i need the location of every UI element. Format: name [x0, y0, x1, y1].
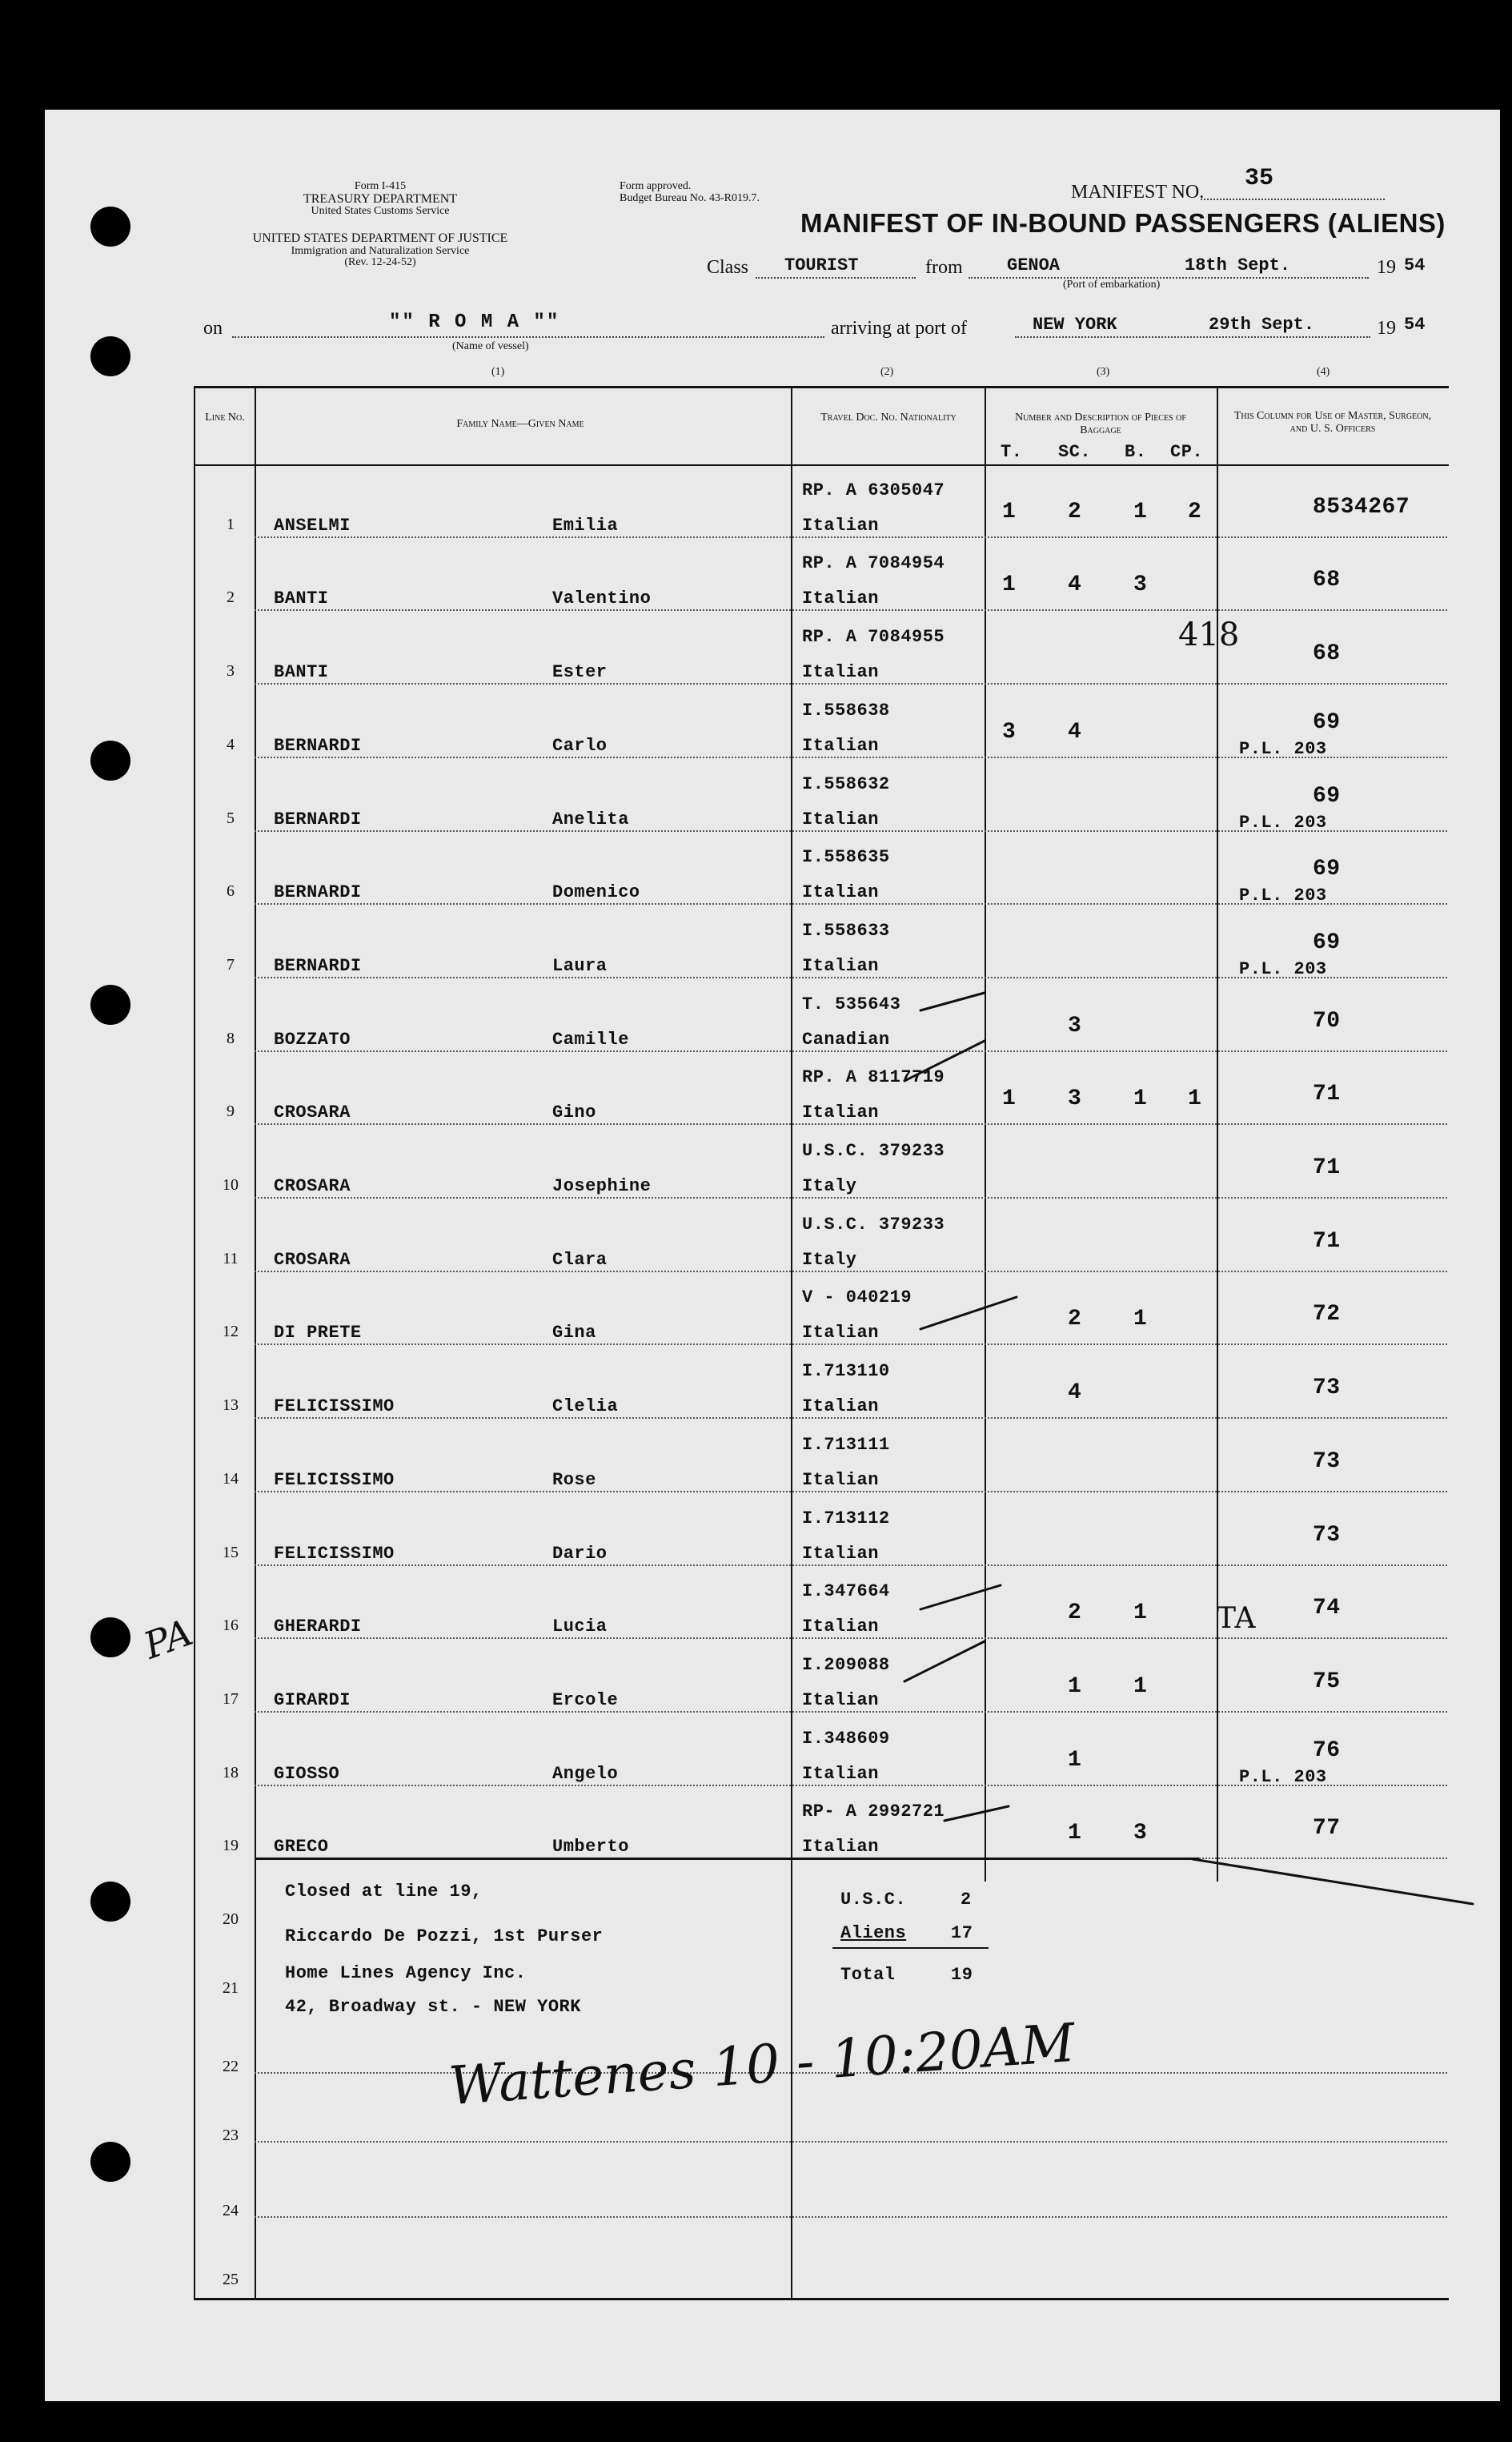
officer-note: P.L. 203: [1239, 812, 1327, 833]
given-name: Valentino: [552, 588, 652, 609]
travel-doc: I.209088: [802, 1654, 890, 1675]
travel-doc: RP- A 2992721: [802, 1801, 945, 1822]
officer-note: P.L. 203: [1239, 1766, 1327, 1787]
given-name: Josephine: [552, 1176, 652, 1196]
officer-entry: 71: [1313, 1228, 1341, 1254]
family-name: DI PRETE: [274, 1323, 362, 1344]
given-name: Emilia: [552, 515, 619, 536]
nationality: Italian: [802, 882, 879, 903]
given-name: Ester: [552, 662, 608, 683]
port-caption: (Port of embarkation): [1063, 279, 1161, 291]
family-name: FELICISSIMO: [274, 1469, 395, 1490]
budget-bureau: Budget Bureau No. 43-R019.7.: [620, 191, 760, 204]
officer-note: TA: [1217, 1602, 1257, 1636]
officer-entry: 73: [1313, 1448, 1341, 1474]
line-number: 15: [223, 1543, 239, 1561]
from-port: GENOA: [1007, 255, 1061, 275]
baggage-b: 1: [1133, 1601, 1148, 1626]
arrival-year: 54: [1404, 315, 1426, 335]
officer-entry: 74: [1313, 1596, 1341, 1621]
on-label: on: [203, 318, 223, 339]
travel-doc: RP. A 6305047: [802, 480, 945, 500]
baggage-sc: 3: [1068, 1013, 1082, 1038]
baggage-sc: 2: [1068, 1601, 1082, 1626]
col-line: Line No.: [205, 412, 245, 424]
officer-entry: 69: [1313, 709, 1341, 735]
family-name: BERNARDI: [274, 955, 362, 976]
family-name: CROSARA: [274, 1176, 351, 1196]
officer-entry: 71: [1313, 1155, 1341, 1180]
family-name: CROSARA: [274, 1249, 351, 1270]
col-number-3: (3): [1097, 366, 1110, 378]
officer-entry: 69: [1313, 930, 1341, 955]
closing-line-4: 42, Broadway st. - NEW YORK: [285, 1997, 581, 2017]
family-name: CROSARA: [274, 1103, 351, 1123]
given-name: Camille: [552, 1029, 629, 1050]
baggage-sc: SC.: [1058, 442, 1092, 462]
travel-doc: I.348609: [802, 1728, 890, 1749]
line-number: 14: [223, 1469, 239, 1488]
col-baggage: Number and Description of Pieces of Baggage: [1015, 412, 1186, 437]
line-number: 18: [223, 1763, 239, 1781]
punch-hole: [90, 2142, 130, 2182]
line-number: 25: [223, 2271, 239, 2288]
line-number: 3: [227, 662, 235, 681]
travel-doc: U.S.C. 379233: [802, 1214, 945, 1235]
baggage-b: 1: [1133, 1086, 1148, 1112]
baggage-sc: 1: [1068, 1673, 1082, 1699]
punch-hole: [90, 985, 130, 1025]
justice-department: UNITED STATES DEPARTMENT OF JUSTICE: [252, 231, 508, 245]
family-name: GIOSSO: [274, 1763, 340, 1784]
baggage-b: 3: [1133, 1821, 1148, 1846]
nationality: Italy: [802, 1249, 857, 1270]
officer-note: P.L. 203: [1239, 738, 1327, 759]
punch-hole: [90, 336, 130, 376]
given-name: Clara: [552, 1249, 608, 1270]
travel-doc: I.558638: [802, 700, 890, 721]
baggage-sc: 4: [1068, 719, 1082, 745]
family-name: FELICISSIMO: [274, 1396, 395, 1417]
departure-year: 54: [1404, 255, 1426, 275]
officer-entry: 75: [1313, 1669, 1341, 1694]
nationality: Italian: [802, 1103, 879, 1123]
baggage-t: 1: [1002, 572, 1017, 598]
line-number: 2: [227, 588, 235, 607]
line-number: 17: [223, 1689, 239, 1708]
travel-doc: I.713112: [802, 1508, 890, 1528]
signature: Wattenes 10 - 10:20AM: [447, 2011, 1077, 2118]
revision: (Rev. 12-24-52): [344, 256, 416, 269]
line-number: 11: [223, 1249, 239, 1267]
line-number: 16: [223, 1617, 239, 1635]
travel-doc: RP. A 8117719: [802, 1067, 945, 1088]
family-name: BERNARDI: [274, 735, 362, 756]
nationality: Italian: [802, 1469, 879, 1490]
line-number: 20: [223, 1910, 239, 1928]
officer-note: P.L. 203: [1239, 958, 1327, 979]
travel-doc: T. 535643: [802, 994, 901, 1014]
baggage-cp: 1: [1188, 1086, 1202, 1112]
given-name: Umberto: [552, 1837, 629, 1858]
line-number: 21: [223, 1979, 239, 1997]
family-name: BOZZATO: [274, 1029, 351, 1050]
year-prefix: 19: [1377, 318, 1396, 339]
travel-doc: RP. A 7084954: [802, 553, 945, 574]
baggage-cp: 2: [1188, 499, 1202, 524]
officer-entry: 77: [1313, 1816, 1341, 1842]
family-name: BANTI: [274, 662, 329, 683]
line-number: 5: [227, 809, 235, 827]
nationality: Italian: [802, 955, 879, 976]
total-count: 19: [951, 1965, 973, 1985]
line-number: 12: [223, 1323, 239, 1341]
line-number: 4: [227, 735, 235, 753]
given-name: Carlo: [552, 735, 608, 756]
col-officers: This Column for Use of Master, Surgeon, and U. S. Officers: [1233, 410, 1432, 436]
baggage-b: 1: [1133, 1673, 1148, 1699]
line-number: 9: [227, 1103, 235, 1121]
family-name: BERNARDI: [274, 809, 362, 829]
line-number: 22: [223, 2058, 239, 2075]
class-value: TOURIST: [784, 255, 859, 275]
nationality: Italian: [802, 515, 879, 536]
line-number: 10: [223, 1176, 239, 1194]
officer-entry: 71: [1313, 1082, 1341, 1107]
given-name: Rose: [552, 1469, 596, 1490]
line-number: 24: [223, 2202, 239, 2219]
given-name: Lucia: [552, 1617, 608, 1637]
baggage-sc: 2: [1068, 499, 1082, 524]
officer-entry: 69: [1313, 783, 1341, 809]
officer-entry: 73: [1313, 1376, 1341, 1401]
baggage-sc: 4: [1068, 572, 1082, 598]
family-name: GRECO: [274, 1837, 329, 1858]
family-name: GIRARDI: [274, 1689, 351, 1710]
travel-doc: I.558635: [802, 847, 890, 868]
baggage-t: 3: [1002, 719, 1017, 745]
arrival-date: 29th Sept.: [1209, 315, 1315, 335]
punch-hole: [90, 741, 130, 781]
closing-line-1: Closed at line 19,: [285, 1882, 483, 1902]
stamp-418: 418: [1178, 617, 1240, 653]
baggage-b: 1: [1133, 1307, 1148, 1332]
travel-doc: I.558632: [802, 773, 890, 794]
travel-doc: I.713110: [802, 1361, 890, 1382]
nationality: Italian: [802, 735, 879, 756]
travel-doc: RP. A 7084955: [802, 627, 945, 648]
nationality: Italian: [802, 1543, 879, 1564]
travel-doc: I.713111: [802, 1434, 890, 1455]
given-name: Domenico: [552, 882, 640, 903]
col-number-1: (1): [491, 366, 505, 378]
closing-line-2: Riccardo De Pozzi, 1st Purser: [285, 1926, 604, 1946]
nationality: Italian: [802, 809, 879, 829]
customs-service: United States Customs Service: [311, 205, 450, 218]
department: TREASURY DEPARTMENT: [303, 191, 458, 206]
officer-note: P.L. 203: [1239, 886, 1327, 906]
officer-entry: 68: [1313, 568, 1341, 593]
vessel-caption: (Name of vessel): [452, 340, 529, 352]
arriving-label: arriving at port of: [831, 318, 967, 339]
officer-entry: 68: [1313, 641, 1341, 667]
given-name: Gino: [552, 1103, 596, 1123]
nationality: Italian: [802, 662, 879, 683]
line-number: 7: [227, 955, 235, 974]
family-name: BERNARDI: [274, 882, 362, 903]
total-label: Total: [840, 1965, 896, 1985]
family-name: GHERARDI: [274, 1617, 362, 1637]
baggage-t: 1: [1002, 1086, 1017, 1112]
usc-count: 2: [961, 1890, 972, 1910]
baggage-sc: 1: [1068, 1747, 1082, 1773]
nationality: Italian: [802, 1837, 879, 1858]
usc-label: U.S.C.: [840, 1890, 907, 1910]
officer-entry: 73: [1313, 1522, 1341, 1548]
from-date: 18th Sept.: [1185, 255, 1291, 275]
page-title: MANIFEST OF IN-BOUND PASSENGERS (ALIENS): [800, 208, 1446, 238]
given-name: Ercole: [552, 1689, 619, 1710]
family-name: FELICISSIMO: [274, 1543, 395, 1564]
family-name: ANSELMI: [274, 515, 351, 536]
officer-entry: 76: [1313, 1737, 1341, 1763]
form-approved: Form approved.: [620, 180, 692, 192]
given-name: Angelo: [552, 1763, 619, 1784]
given-name: Laura: [552, 955, 608, 976]
aliens-label: Aliens: [840, 1923, 907, 1943]
nationality: Canadian: [802, 1029, 890, 1050]
travel-doc: I.558633: [802, 920, 890, 941]
nationality: Italian: [802, 1617, 879, 1637]
col-travel: Travel Doc. No. Nationality: [820, 412, 957, 424]
arrival-port: NEW YORK: [1033, 315, 1117, 335]
officer-entry: 69: [1313, 857, 1341, 882]
family-name: BANTI: [274, 588, 329, 609]
baggage-t: 1: [1002, 499, 1017, 524]
travel-doc: V - 040219: [802, 1287, 912, 1308]
baggage-sc: 3: [1068, 1086, 1082, 1112]
officer-entry: 72: [1313, 1302, 1341, 1327]
given-name: Clelia: [552, 1396, 619, 1417]
manifest-number: 35: [1245, 165, 1274, 192]
baggage-b: 3: [1133, 572, 1148, 598]
officer-entry: 8534267: [1313, 494, 1410, 520]
punch-hole: [90, 1882, 130, 1922]
travel-doc: U.S.C. 379233: [802, 1141, 945, 1161]
line-number: 19: [223, 1837, 239, 1855]
col-name: Family Name—Given Name: [456, 418, 584, 430]
baggage-sc: 1: [1068, 1821, 1082, 1846]
nationality: Italian: [802, 1689, 879, 1710]
closing-line-3: Home Lines Agency Inc.: [285, 1963, 527, 1983]
nationality: Italy: [802, 1176, 857, 1196]
vessel-name: "" R O M A "": [389, 311, 560, 333]
given-name: Dario: [552, 1543, 608, 1564]
baggage-cp: CP.: [1170, 442, 1204, 462]
baggage-sc: 4: [1068, 1380, 1082, 1406]
punch-hole: [90, 207, 130, 247]
hand-pa: PA: [138, 1610, 199, 1668]
form-number: Form I-415: [354, 180, 407, 192]
line-number: 6: [227, 882, 235, 901]
manifest-label: MANIFEST NO.: [1071, 182, 1205, 203]
line-number: 8: [227, 1029, 235, 1047]
line-number: 1: [227, 515, 235, 533]
baggage-t: T.: [1001, 442, 1023, 462]
baggage-sc: 2: [1068, 1307, 1082, 1332]
class-label: Class: [707, 257, 749, 278]
travel-doc: I.347664: [802, 1581, 890, 1602]
from-label: from: [925, 257, 963, 278]
line-number: 23: [223, 2127, 239, 2144]
nationality: Italian: [802, 1323, 879, 1344]
given-name: Gina: [552, 1323, 596, 1344]
col-number-4: (4): [1317, 366, 1330, 378]
baggage-b: B.: [1125, 442, 1147, 462]
baggage-b: 1: [1133, 499, 1148, 524]
officer-entry: 70: [1313, 1008, 1341, 1034]
aliens-count: 17: [951, 1923, 973, 1943]
line-number: 13: [223, 1396, 239, 1415]
nationality: Italian: [802, 1763, 879, 1784]
year-prefix: 19: [1377, 257, 1396, 278]
punch-hole: [90, 1617, 130, 1657]
col-number-2: (2): [880, 366, 894, 378]
nationality: Italian: [802, 1396, 879, 1417]
ins-service: Immigration and Naturalization Service: [291, 244, 470, 257]
nationality: Italian: [802, 588, 879, 609]
given-name: Anelita: [552, 809, 629, 829]
